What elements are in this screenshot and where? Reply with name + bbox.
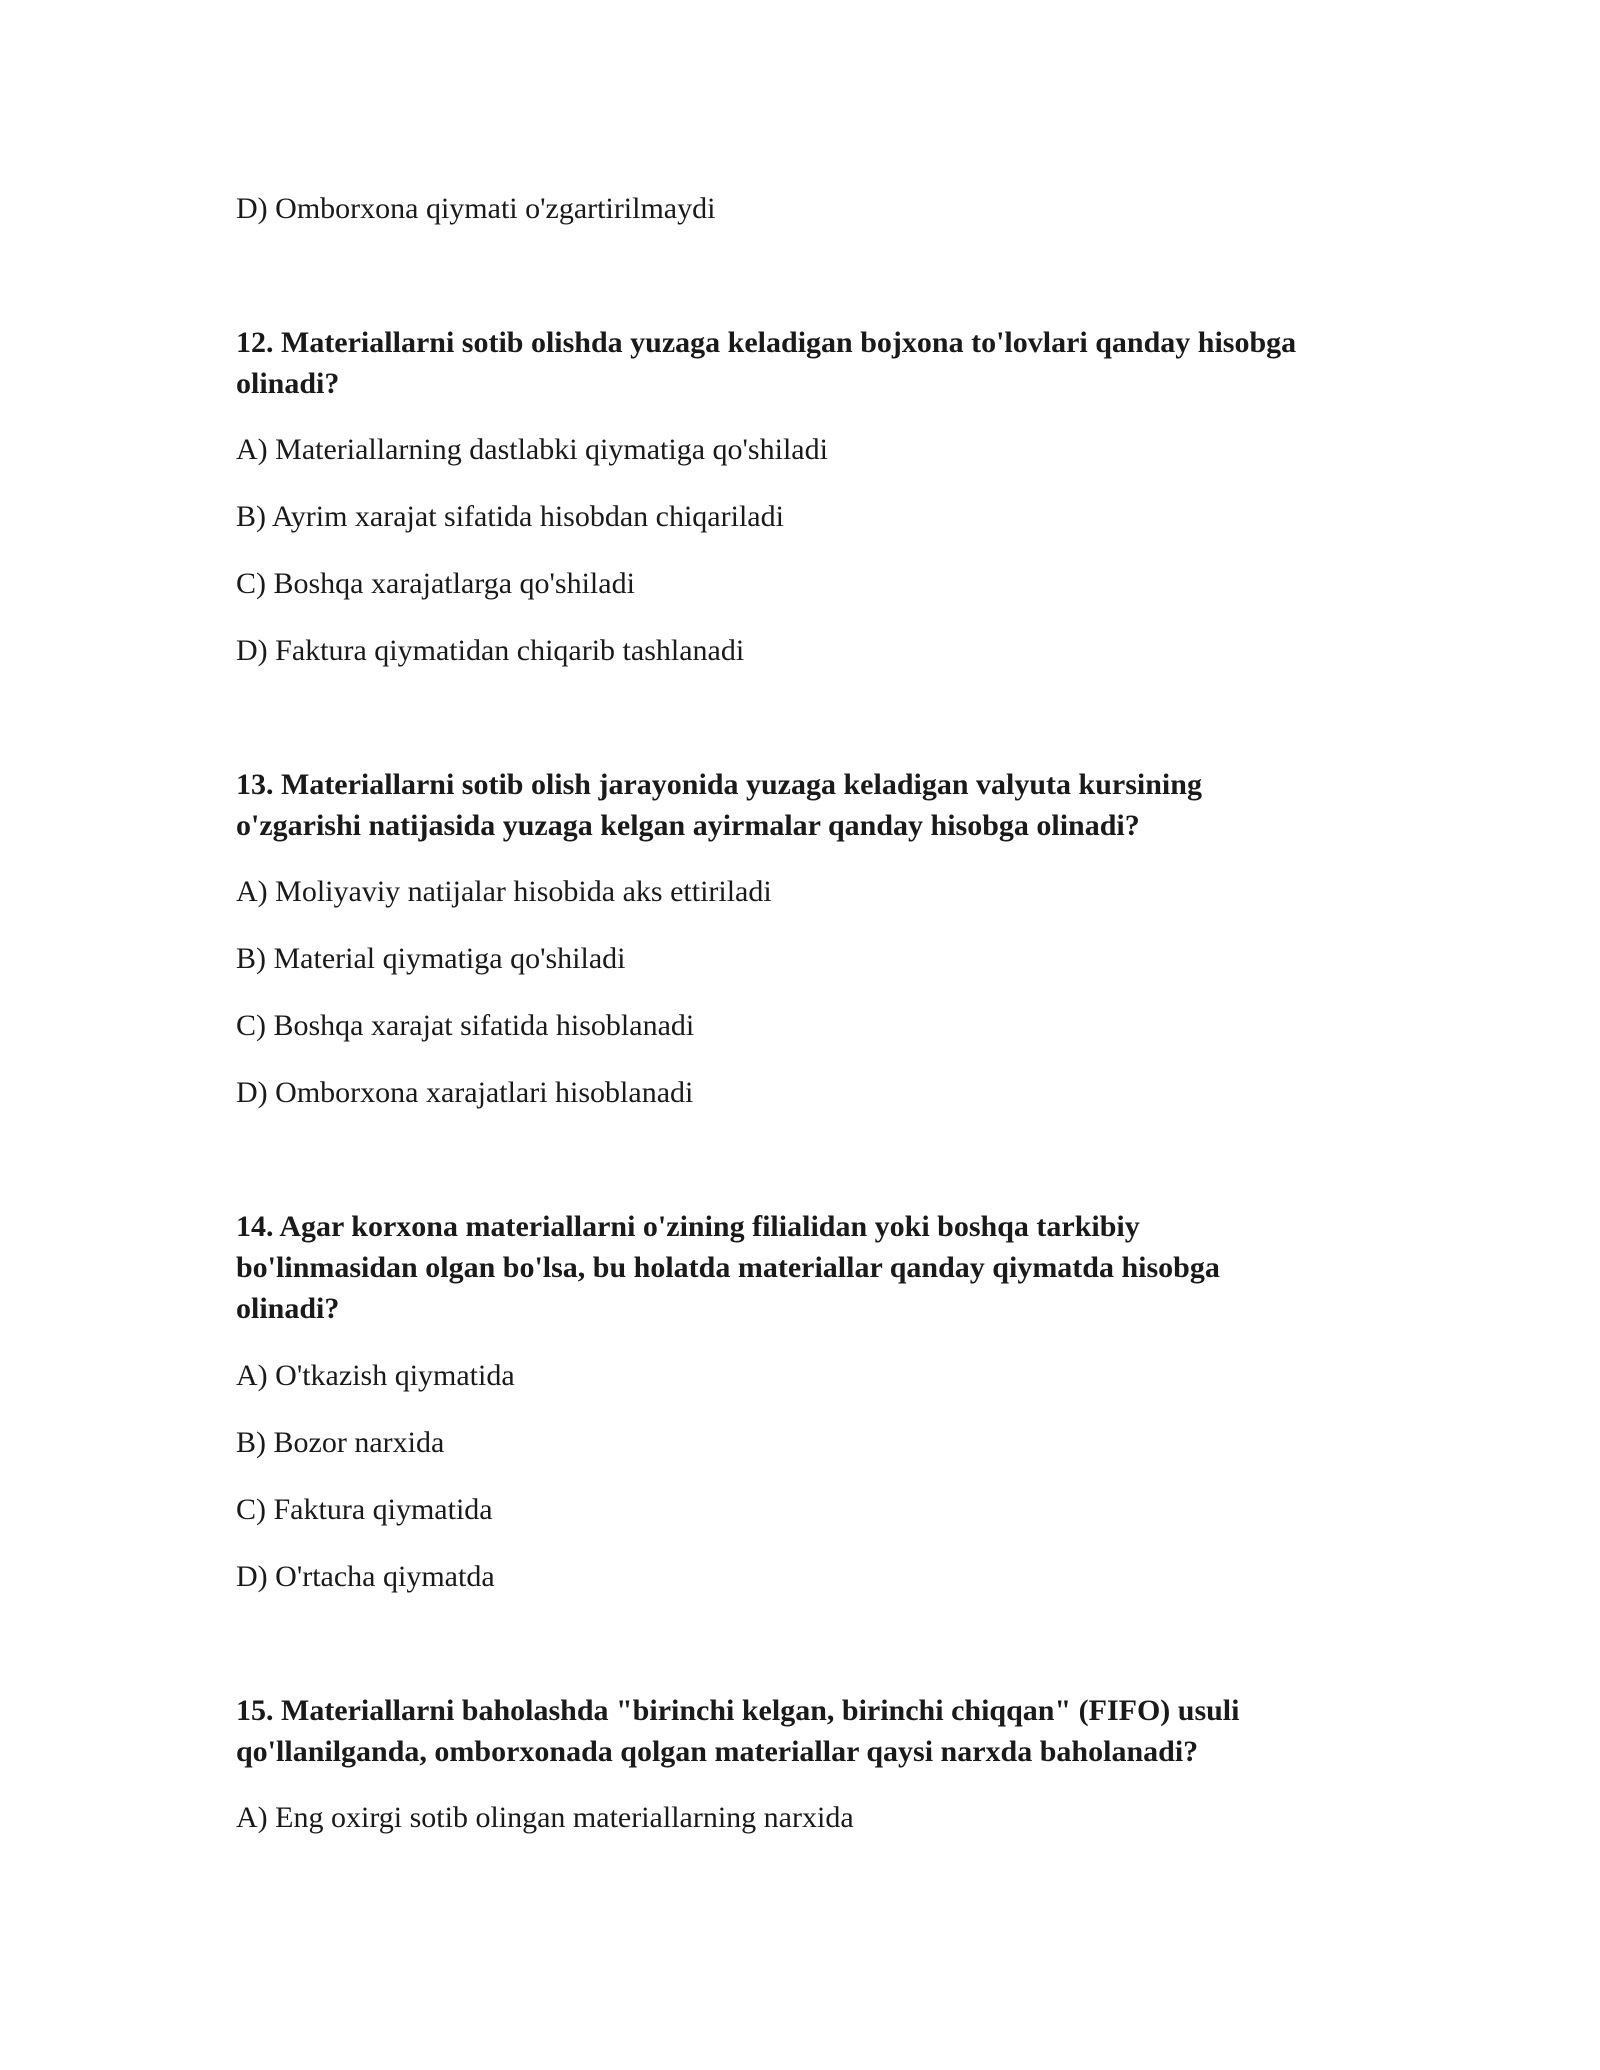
question-12-option-c: C) Boshqa xarajatlarga qo'shiladi <box>236 567 635 600</box>
question-12-title: 12. Materiallarni sotib olishda yuzaga keladigan bojxona to'lovlari qanday hisobga olinadi? <box>236 326 1297 400</box>
question-12-option-b: B) Ayrim xarajat sifatida hisobdan chiqariladi <box>236 500 784 533</box>
question-14-title: 14. Agar korxona materiallarni o'zining filialidan yoki boshqa tarkibiy bo'linmasidan olgan bo'lsa, bu holatda materiallar qanday qiymatda hisobga olinadi? <box>236 1210 1220 1325</box>
question-13-option-d: D) Omborxona xarajatlari hisoblanadi <box>236 1076 694 1109</box>
question-13-option-c: C) Boshqa xarajat sifatida hisoblanadi <box>236 1009 695 1042</box>
question-15-option-a: A) Eng oxirgi sotib olingan materiallarning narxida <box>236 1801 854 1834</box>
question-12-option-a: A) Materiallarning dastlabki qiymatiga qo'shiladi <box>236 433 828 466</box>
question-14-option-a: A) O'tkazish qiymatida <box>236 1359 515 1392</box>
option-prev-d: D) Omborxona qiymati o'zgartirilmaydi <box>236 192 716 225</box>
question-13-option-a: A) Moliyaviy natijalar hisobida aks ettiriladi <box>236 875 772 908</box>
question-14-option-c: C) Faktura qiymatida <box>236 1493 493 1526</box>
question-15-title: 15. Materiallarni baholashda "birinchi kelgan, birinchi chiqqan" (FIFO) usuli qo'llanilganda, omborxonada qolgan materiallar qaysi narxda baholanadi? <box>236 1694 1240 1768</box>
question-13-option-b: B) Material qiymatiga qo'shiladi <box>236 942 626 975</box>
question-13-title: 13. Materiallarni sotib olish jarayonida yuzaga keladigan valyuta kursining o'zgarishi natijasida yuzaga kelgan ayirmalar qanday hisobga olinadi? <box>236 768 1202 842</box>
question-12-option-d: D) Faktura qiymatidan chiqarib tashlanadi <box>236 634 745 667</box>
question-14-option-b: B) Bozor narxida <box>236 1426 445 1459</box>
question-14-option-d: D) O'rtacha qiymatda <box>236 1560 495 1593</box>
